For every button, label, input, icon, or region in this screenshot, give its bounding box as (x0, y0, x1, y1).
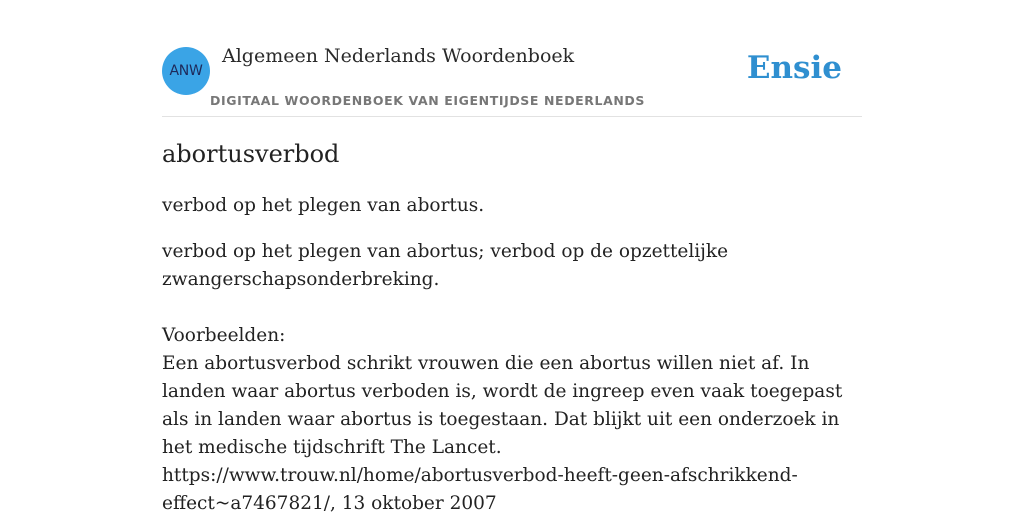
ensie-brand-link[interactable]: Ensie (746, 50, 842, 86)
short-definition: verbod op het plegen van abortus. (162, 195, 485, 216)
site-header (162, 0, 862, 117)
examples-label: Voorbeelden: (162, 325, 286, 346)
site-title[interactable]: Algemeen Nederlands Woordenboek (222, 45, 575, 67)
entry-content (162, 136, 862, 512)
example-source: https://www.trouw.nl/home/abortusverbod-heeft-geen-afschrikkend-effect~a7467821/, 13 oktober 2007 (162, 465, 798, 512)
anw-logo[interactable]: ANW (162, 47, 210, 95)
example-text: Een abortusverbod schrikt vrouwen die een abortus willen niet af. In landen waar abortus verboden is, wordt de ingreep even vaak toegepast als in landen waar abortus is toegestaan. Dat blijkt uit een onderzoek in het medische tijdschrift The Lancet. (162, 353, 843, 458)
long-definition: verbod op het plegen van abortus; verbod op de opzettelijke zwangerschapsonderbreking. (162, 241, 729, 290)
entry-headword: abortusverbod (162, 140, 340, 168)
site-subtitle: DIGITAAL WOORDENBOEK VAN EIGENTIJDSE NEDERLANDS (210, 93, 646, 108)
